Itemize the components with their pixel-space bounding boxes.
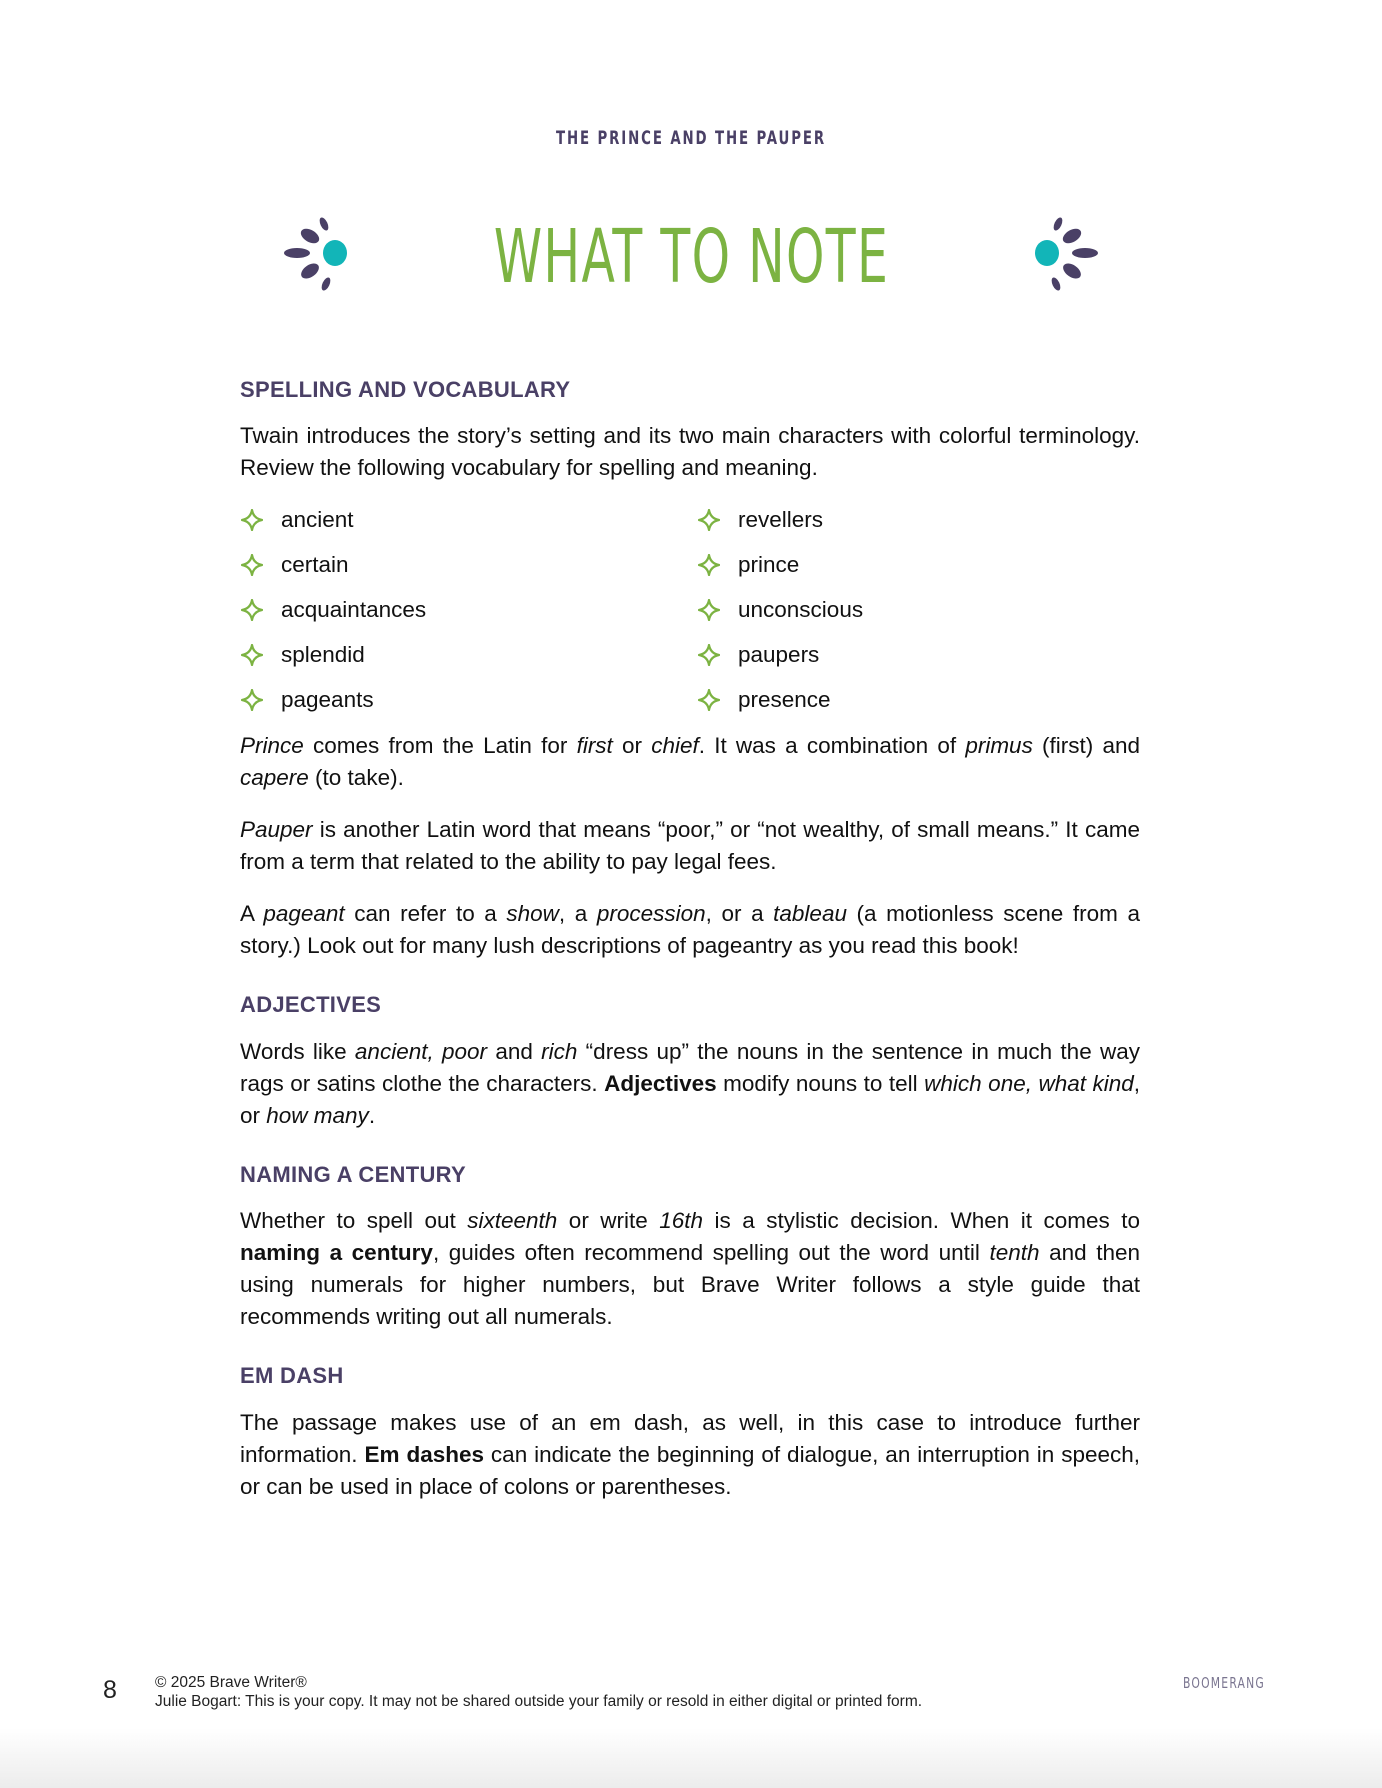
footer-copyright: © 2025 Brave Writer® [155, 1674, 307, 1691]
emdash-paragraph [240, 1407, 1140, 1503]
page-bottom-shade [0, 1728, 1382, 1788]
term-first: first [576, 733, 613, 759]
four-point-star-icon [241, 509, 263, 531]
term-em-dashes: Em dashes [364, 1441, 484, 1467]
vocab-word: ancient [281, 507, 354, 533]
term-pauper: Pauper [240, 817, 313, 843]
text-run: and [487, 1038, 542, 1064]
term-tableau: tableau [773, 901, 847, 927]
heading-naming-century: NAMING A CENTURY [240, 1161, 467, 1187]
text-run: Words like [240, 1038, 355, 1064]
footer-copyright-block [155, 1673, 922, 1711]
term-16th: 16th [659, 1208, 704, 1234]
vocab-word: certain [281, 552, 349, 578]
text-run: can refer to a [344, 901, 507, 927]
term-naming-a-century: naming a century [240, 1240, 433, 1266]
vocab-word: acquaintances [281, 597, 427, 623]
vocab-item [697, 549, 1137, 581]
term-chief: chief [651, 733, 699, 759]
term-show: show [506, 901, 559, 927]
footer-notice: Julie Bogart: This is your copy. It may not be shared outside your family or resold in either digital or printed form. [155, 1693, 923, 1710]
term-ancient-poor: ancient, poor [354, 1038, 488, 1064]
vocab-item [697, 504, 1137, 536]
vocabulary-list [240, 504, 1140, 716]
four-point-star-icon [241, 644, 263, 666]
text-run: , a [558, 901, 597, 927]
running-title: THE PRINCE AND THE PAUPER [556, 127, 826, 149]
term-adjectives: Adjectives [604, 1070, 717, 1096]
text-run: is another Latin word that means “poor,” or “not wealthy, of small means.” It came from a term that related to the ability to pay legal fees. [240, 817, 1140, 875]
text-run: (to take). [308, 765, 404, 791]
pauper-paragraph [240, 814, 1140, 878]
text-run: modify nouns to tell [716, 1070, 925, 1096]
vocab-word: prince [738, 552, 800, 578]
text-run: comes from the Latin for [303, 733, 577, 759]
century-paragraph [240, 1205, 1140, 1333]
text-run: A [240, 901, 264, 927]
text-run: , or a [705, 901, 774, 927]
vocab-word: paupers [738, 642, 820, 668]
term-rich: rich [541, 1038, 578, 1064]
title-banner [0, 212, 1382, 302]
vocab-item [697, 639, 1137, 671]
vocab-item [240, 504, 697, 536]
vocab-item [697, 594, 1137, 626]
page-title: WHAT TO NOTE [493, 214, 889, 300]
heading-spelling-vocabulary: SPELLING AND VOCABULARY [240, 377, 571, 402]
text-run: Whether to spell out [240, 1208, 468, 1234]
spelling-intro: Twain introduces the story’s setting and its two main characters with colorful terminology. Review the following vocabulary for spelling and meaning. [240, 423, 1140, 481]
text-run: or write [557, 1208, 660, 1234]
text-run: (a motionless scene from a story.) Look out for many lush descriptions of pageantry as you read this book! [240, 901, 1140, 959]
heading-adjectives: ADJECTIVES [240, 992, 382, 1018]
vocab-word: unconscious [738, 597, 864, 623]
prince-paragraph [240, 730, 1140, 794]
four-point-star-icon [241, 689, 263, 711]
burst-icon-right [1024, 216, 1098, 298]
text-run: , guides often recommend spelling out the word until [432, 1240, 990, 1266]
four-point-star-icon [241, 599, 263, 621]
text-run: . It was a combination of [698, 733, 966, 759]
term-pageant: pageant [263, 901, 345, 927]
four-point-star-icon [698, 509, 720, 531]
text-run: “dress up” the nouns in the sentence in much the way rags or satins clothe the characters. [240, 1038, 1140, 1096]
term-primus: primus [965, 733, 1033, 759]
heading-em-dash: EM DASH [240, 1363, 344, 1389]
four-point-star-icon [698, 689, 720, 711]
four-point-star-icon [698, 554, 720, 576]
four-point-star-icon [698, 599, 720, 621]
text-run: (first) and [1032, 733, 1140, 759]
vocab-item [240, 549, 697, 581]
text-run: can indicate the beginning of dialogue, an interruption in speech, or can be used in place of colons or parentheses. [240, 1441, 1141, 1499]
vocab-item [240, 639, 697, 671]
text-run: The passage makes use of an em dash, as well, in this case to introduce further information. [240, 1409, 1140, 1467]
text-run: is a stylistic decision. When it comes to [703, 1208, 1141, 1234]
term-sixteenth: sixteenth [467, 1208, 558, 1234]
term-prince: Prince [240, 733, 304, 759]
text-run: or [612, 733, 652, 759]
term-how-many: how many [266, 1102, 369, 1128]
vocab-item [240, 684, 697, 716]
text-run: , or [240, 1070, 1141, 1128]
burst-icon-left [284, 216, 358, 298]
boomerang-logo: BOOMERANG [1183, 1674, 1265, 1692]
page-number: 8 [103, 1676, 117, 1704]
vocab-word: splendid [281, 642, 365, 668]
adjectives-paragraph [240, 1036, 1140, 1132]
four-point-star-icon [698, 644, 720, 666]
text-run: . [368, 1102, 376, 1128]
vocab-word: pageants [281, 687, 374, 713]
pageant-paragraph [240, 898, 1140, 962]
term-capere: capere [240, 765, 309, 791]
vocab-word: revellers [738, 507, 824, 533]
four-point-star-icon [241, 554, 263, 576]
text-run: and then using numerals for higher numbers, but Brave Writer follows a style guide that recommends writing out all numerals. [240, 1240, 1140, 1330]
term-procession: procession [596, 901, 706, 927]
term-tenth: tenth [989, 1240, 1040, 1266]
term-which-one: which one, what kind [924, 1070, 1134, 1096]
vocab-word: presence [738, 687, 831, 713]
main-content [240, 377, 1140, 1523]
vocab-item [697, 684, 1137, 716]
vocab-item [240, 594, 697, 626]
